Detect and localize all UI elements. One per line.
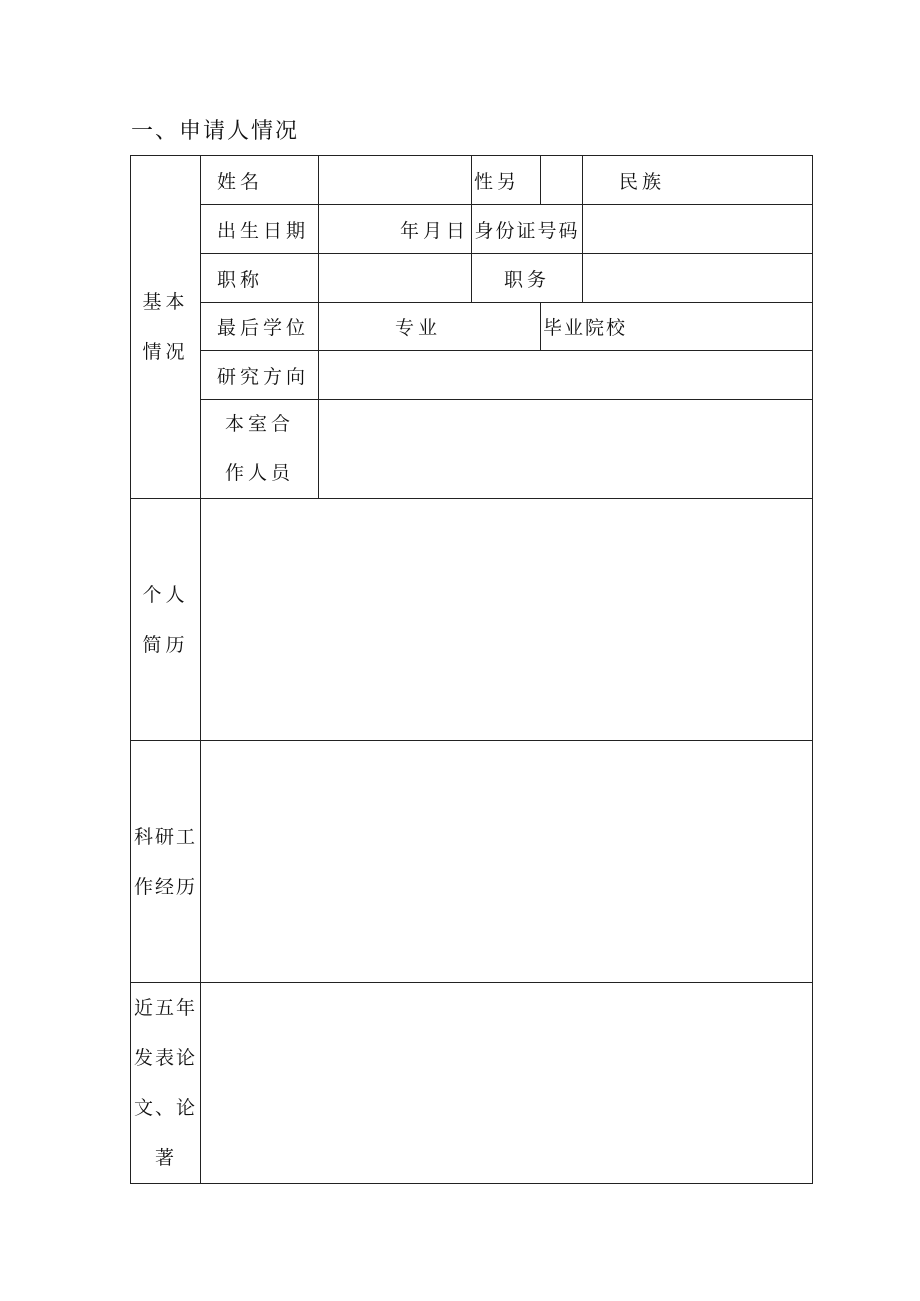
- pub-line4: 著: [154, 1147, 176, 1169]
- applicant-info-table: [130, 155, 813, 1184]
- gender-field[interactable]: [541, 156, 583, 205]
- publications-field[interactable]: [201, 983, 813, 1184]
- resume-label: [131, 499, 201, 741]
- collaborators-field[interactable]: [319, 400, 813, 499]
- resume-line2: 简历: [142, 633, 189, 656]
- research-exp-line2: 作经历: [133, 875, 197, 898]
- birth-date-field[interactable]: 年月日: [319, 205, 472, 254]
- row-collaborators: [131, 400, 813, 499]
- collab-line2: 作人员: [224, 462, 294, 484]
- pub-line1: 近五年: [133, 997, 197, 1019]
- basic-info-group-label: [131, 156, 201, 499]
- id-number-label: 身份证号码: [472, 205, 583, 254]
- resume-field[interactable]: [201, 499, 813, 741]
- resume-line1: 个人: [142, 583, 189, 606]
- name-field[interactable]: [319, 156, 472, 205]
- basic-label-line1: 基本: [142, 291, 189, 313]
- title-label: 职称: [201, 254, 319, 303]
- publications-label: [131, 983, 201, 1184]
- research-exp-line1: 科研工: [133, 825, 197, 848]
- school-cell[interactable]: [541, 303, 813, 351]
- research-experience-label: [131, 741, 201, 983]
- pub-line3: 文、论: [133, 1097, 197, 1119]
- gender-label: 性另: [472, 156, 541, 205]
- row-resume: [131, 499, 813, 741]
- basic-label-line2: 情况: [142, 341, 189, 363]
- name-label: 姓名: [201, 156, 319, 205]
- degree-label: 最后学位: [201, 303, 319, 351]
- page-title: 一、申请人情况: [131, 119, 300, 144]
- row-publications: [131, 983, 813, 1184]
- row-degree: [131, 303, 813, 351]
- ethnicity-cell[interactable]: [583, 156, 813, 205]
- position-field[interactable]: [583, 254, 813, 303]
- collab-line1: 本室合: [224, 413, 294, 435]
- collaborators-label: [201, 400, 319, 499]
- research-direction-label: 研究方向: [201, 351, 319, 400]
- pub-line2: 发表论: [133, 1047, 197, 1069]
- id-number-field[interactable]: [583, 205, 813, 254]
- major-label: 专业: [395, 317, 442, 339]
- row-name: [131, 156, 813, 205]
- ethnicity-label: 民族: [619, 170, 666, 193]
- row-title: [131, 254, 813, 303]
- major-cell[interactable]: [319, 303, 541, 351]
- row-research: [131, 351, 813, 400]
- research-direction-field[interactable]: [319, 351, 813, 400]
- row-birth: [131, 205, 813, 254]
- row-research-experience: [131, 741, 813, 983]
- birth-date-label: 出生日期: [201, 205, 319, 254]
- research-experience-field[interactable]: [201, 741, 813, 983]
- title-field[interactable]: [319, 254, 472, 303]
- school-label: 毕业院校: [543, 317, 628, 339]
- position-label: 职务: [472, 254, 583, 303]
